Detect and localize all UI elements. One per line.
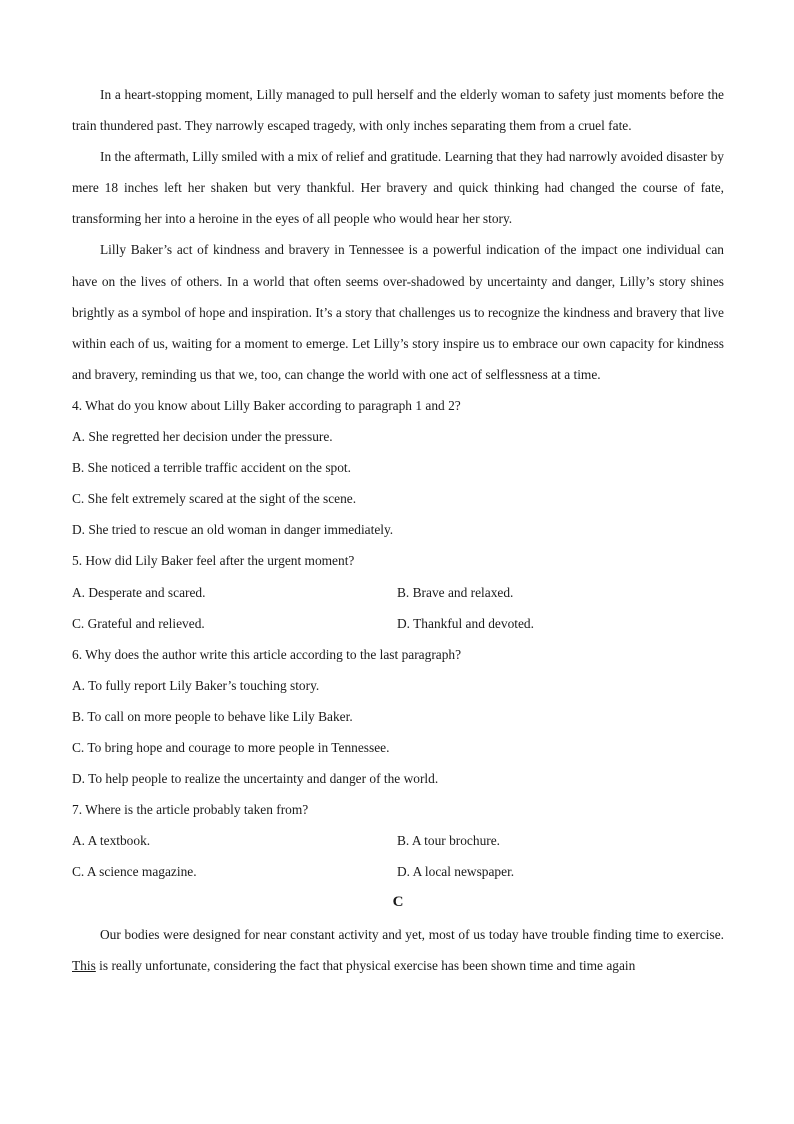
answer-option: D. A local newspaper. xyxy=(397,864,515,880)
section-title: C xyxy=(392,894,404,911)
answer-option: C. She felt extremely scared at the sight of the scene. xyxy=(72,491,357,507)
document-page xyxy=(72,79,724,981)
answer-option: A. To fully report Lily Baker’s touching story. xyxy=(72,677,320,693)
question-stem: 7. Where is the article probably taken from? xyxy=(72,802,309,818)
answer-option: C. A science magazine. xyxy=(72,864,197,880)
question-stem: 4. What do you know about Lilly Baker according to paragraph 1 and 2? xyxy=(72,397,461,413)
paragraph-text: Our bodies were designed for near constant activity and yet, most of us today have trouble finding time to exercise. xyxy=(100,926,724,942)
option-row xyxy=(72,825,724,856)
answer-option: B. She noticed a terrible traffic accident on the spot. xyxy=(72,460,351,476)
answer-option: B. To call on more people to behave like Lily Baker. xyxy=(72,708,353,724)
answer-option: B. A tour brochure. xyxy=(397,833,501,849)
answer-option: A. Desperate and scared. xyxy=(72,584,206,600)
answer-option: C. Grateful and relieved. xyxy=(72,615,205,631)
question-stem: 6. Why does the author write this article according to the last paragraph? xyxy=(72,646,462,662)
answer-option: A. A textbook. xyxy=(72,833,151,849)
underlined-word: This xyxy=(72,957,96,973)
answer-option: D. Thankful and devoted. xyxy=(397,615,534,631)
answer-option: B. Brave and relaxed. xyxy=(397,584,514,600)
option-row xyxy=(72,856,724,887)
passage-paragraph xyxy=(72,919,724,981)
passage-paragraph: In the aftermath, Lilly smiled with a mix of relief and gratitude. Learning that they had narrowly avoided disaster by mere 18 inches left her shaken but very thankful. Her bravery and quick thinking had changed the course of fate, transforming her into a heroine in the eyes of all people who would hear her story. xyxy=(72,149,724,227)
passage-paragraph: Lilly Baker’s act of kindness and bravery in Tennessee is a powerful indication of the impact one individual can have on the lives of others. In a world that often seems over-shadowed by uncertainty and danger, Lilly’s story shines brightly as a symbol of hope and inspiration. It’s a story that challenges us to recognize the kindness and bravery that live within each of us, waiting for a moment to emerge. Let Lilly’s story inspire us to embrace our own capacity for kindness and bravery, reminding us that we, too, can change the world with one act of selflessness at a time. xyxy=(72,242,724,382)
question-stem: 5. How did Lily Baker feel after the urgent moment? xyxy=(72,553,355,569)
option-row xyxy=(72,577,724,608)
answer-option: C. To bring hope and courage to more people in Tennessee. xyxy=(72,739,390,755)
answer-option: A. She regretted her decision under the pressure. xyxy=(72,429,333,445)
passage-paragraph: In a heart-stopping moment, Lilly managed to pull herself and the elderly woman to safety just moments before the train thundered past. They narrowly escaped tragedy, with only inches separating them from a cruel fate. xyxy=(72,87,724,134)
paragraph-text: is really unfortunate, considering the fact that physical exercise has been shown time and time again xyxy=(95,957,636,973)
option-row xyxy=(72,608,724,639)
answer-option: D. She tried to rescue an old woman in danger immediately. xyxy=(72,522,394,538)
answer-option: D. To help people to realize the uncertainty and danger of the world. xyxy=(72,771,439,787)
